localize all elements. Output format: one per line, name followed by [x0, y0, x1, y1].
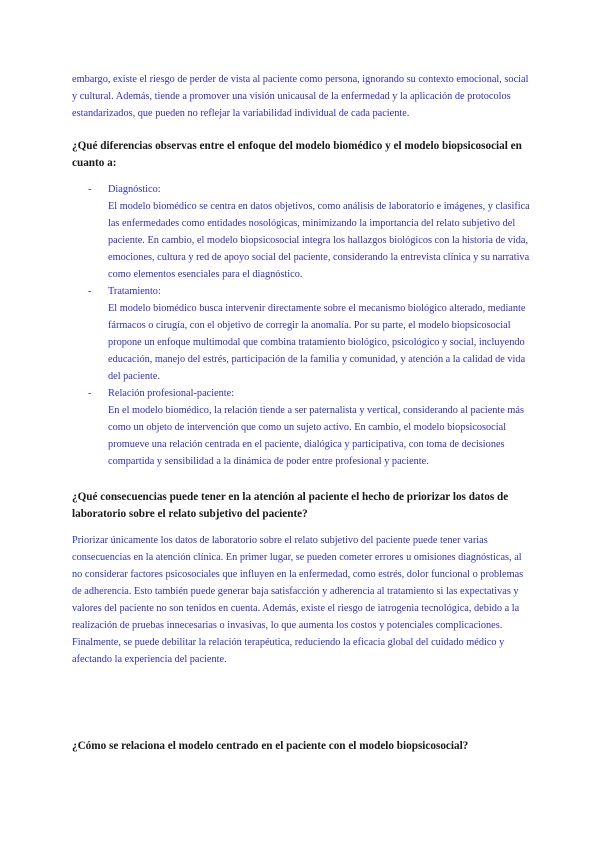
list-item-title: Relación profesional-paciente:	[108, 388, 235, 399]
list-marker: -	[88, 388, 92, 399]
answer-consequences: Priorizar únicamente los datos de laboratorio sobre el relato subjetivo del paciente puede tener varias consecuencias en la atención clínica. En primer lugar, se pueden cometer errores u omisiones diagnósticas, al no considerar factores psicosociales que influyen en la enfermedad, como estrés, dolor funcional o problemas de adherencia. Esto también puede generar baja satisfacción y adherencia al tratamiento si las expectativas y valores del paciente no son tenidos en cuenta. Además, existe el riesgo de iatrogenia tecnológica, debido a la realización de pruebas innecesarias o invasivas, lo que aumenta los costos y potenciales complicaciones. Finalmente, se puede debilitar la relación terapéutica, reduciendo la eficacia global del cuidado médico y afectando la experiencia del paciente.	[72, 535, 524, 665]
list-item-diagnostico	[88, 181, 532, 283]
list-item-body: El modelo biomédico busca intervenir directamente sobre el mecanismo biológico alterado, mediante fármacos o cirugía, con el objetivo de corregir la anomalía. Por su parte, el modelo biopsicosocial propone un enfoque multimodal que combina tratamiento biológico, psicológico y social, incluyendo educación, manejo del estrés, participación de la familia y comunidad, y atención a la calidad de vida del paciente.	[108, 303, 526, 382]
question-consequences: ¿Qué consecuencias puede tener en la atención al paciente el hecho de priorizar los datos de laboratorio sobre el relato subjetivo del paciente?	[72, 491, 509, 520]
list-item-relacion	[88, 385, 532, 470]
list-marker: -	[88, 286, 92, 297]
question-patient-centered: ¿Cómo se relaciona el modelo centrado en el paciente con el modelo biopsicosocial?	[72, 740, 469, 752]
comparison-list	[88, 181, 532, 470]
list-marker: -	[88, 184, 92, 195]
intro-paragraph: embargo, existe el riesgo de perder de vista al paciente como persona, ignorando su contexto emocional, social y cultural. Además, tiende a promover una visión unicausal de la enfermedad y la aplicación de protocolos estandarizados, que pueden no reflejar la variabilidad individual de cada paciente.	[72, 74, 529, 119]
list-item-title: Tratamiento:	[108, 286, 161, 297]
list-item-title: Diagnóstico:	[108, 184, 161, 195]
list-item-body: En el modelo biomédico, la relación tiende a ser paternalista y vertical, considerando al paciente más como un objeto de intervención que como un sujeto activo. En cambio, el modelo biopsicosocial promueve una relación centrada en el paciente, dialógica y participativa, con toma de decisiones compartida y sensibilidad a la dinámica de poder entre profesional y paciente.	[108, 405, 524, 467]
question-differences: ¿Qué diferencias observas entre el enfoque del modelo biomédico y el modelo biopsicosocial en cuanto a:	[72, 140, 522, 169]
list-item-tratamiento	[88, 283, 532, 385]
list-item-body: El modelo biomédico se centra en datos objetivos, como análisis de laboratorio e imágenes, y clasifica las enfermedades como entidades nosológicas, minimizando la importancia del relato subjetivo del paciente. En cambio, el modelo biopsicosocial integra los hallazgos biológicos con la historia de vida, emociones, cultura y red de apoyo social del paciente, considerando la entrevista clínica y su narrativa como elementos esenciales para el diagnóstico.	[108, 201, 530, 280]
